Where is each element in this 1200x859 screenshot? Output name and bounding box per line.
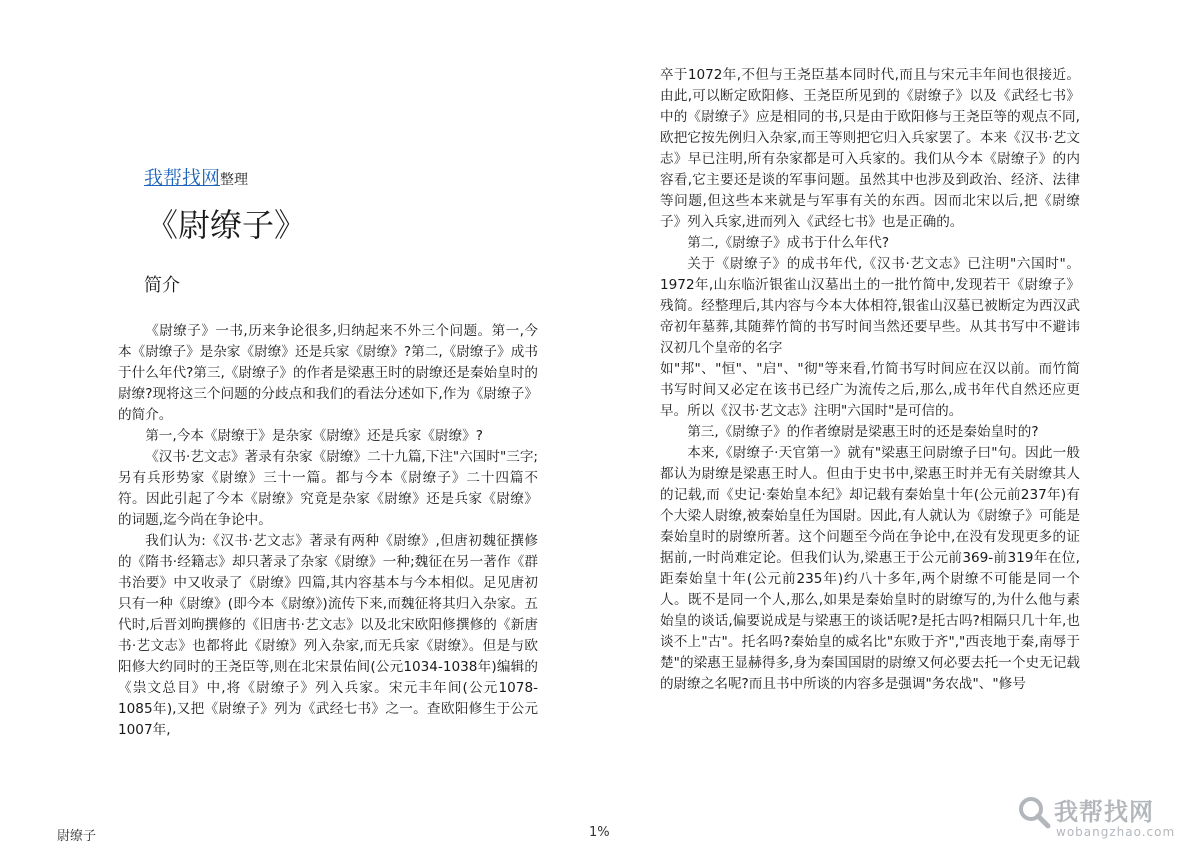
book-title: 《尉缭子》: [146, 206, 307, 244]
section-title: 简介: [144, 275, 180, 296]
magnifier-icon: [1016, 794, 1052, 830]
left-page-body: [118, 321, 538, 741]
paragraph: 《尉缭子》一书,历来争论很多,归纳起来不外三个问题。第一,今本《尉缭子》是杂家《尉缭》还是兵家《尉缭》?第二,《尉缭子》成书于什么年代?第三,《尉缭子》的作者是梁惠王时的尉缭还是秦始皇时的尉缭?现将这三个问题的分歧点和我们的看法分述如下,作为《尉缭子》的简介。: [118, 323, 538, 423]
footer-book-name: 尉缭子: [57, 829, 97, 844]
brand-line: [144, 163, 248, 190]
paragraph: 关于《尉缭子》的成书年代,《汉书·艺文志》已注明"六国时"。1972年,山东临沂银雀山汉墓出土的一批竹简中,发现若干《尉缭子》残简。经整理后,其内容与今本大体相符,银雀山汉墓已被断定为西汉武帝初年墓葬,其随葬竹简的书写时间当然还要早些。从其书写中不避讳汉初几个皇帝的名字: [660, 256, 1080, 356]
paragraph: 卒于1072年,不但与王尧臣基本同时代,而且与宋元丰年间也很接近。由此,可以断定欧阳修、王尧臣所见到的《尉缭子》以及《武经七书》中的《尉缭子》应是相同的书,只是由于欧阳修与王尧臣等的观点不同,欧把它按先例归入杂家,而王等则把它归入兵家罢了。本来《汉书·艺文志》早已注明,所有杂家都是可入兵家的。我们从今本《尉缭子》的内容看,它主要还是谈的军事问题。虽然其中也涉及到政治、经济、法律等问题,但这些本来就是与军事有关的东西。因而北宋以后,把《尉缭子》列入兵家,进而列入《武经七书》也是正确的。: [660, 67, 1080, 230]
paragraph: 第一,今本《尉缭于》是杂家《尉缭》还是兵家《尉缭》?: [145, 428, 483, 444]
right-page-body: [660, 65, 1080, 695]
paragraph: 如"邦"、"恒"、"启"、"彻"等来看,竹简书写时间应在汉以前。而竹简书写时间又必定在该书已经广为流传之后,那么,成书年代自然还应更早。所以《汉书·艺文志》注明"六国时"是可信的。: [660, 361, 1080, 419]
paragraph: 《汉书·艺文志》著录有杂家《尉缭》二十九篇,下注"六国时"三字;另有兵形势家《尉缭》三十一篇。都与今本《尉缭子》二十四篇不符。因此引起了今本《尉缭》究竟是杂家《尉缭》还是兵家《尉缭》的词题,迄今尚在争论中。: [118, 449, 538, 528]
footer-progress: 1%: [589, 825, 610, 840]
paragraph: 我们认为:《汉书·艺文志》著录有两种《尉缭》,但唐初魏征撰修的《隋书·经籍志》却只著录了杂家《尉缭》一种;魏征在另一著作《群书治要》中又收录了《尉缭》四篇,其内容基本与今本相似。足见唐初只有一种《尉缭》(即今本《尉缭》)流传下来,而魏征将其归入杂家。五代时,后晋刘昫撰修的《旧唐书·艺文志》以及北宋欧阳修撰修的《新唐书·艺文志》也都将此《尉缭》列入杂家,而无兵家《尉缭》。但是与欧阳修大约同时的王尧臣等,则在北宋景佑间(公元1034-1038年)编辑的《祟文总目》中,将《尉缭子》列入兵家。宋元丰年间(公元1078-1085年),又把《尉缭子》列为《武经七书》之一。查欧阳修生于公元1007年,: [118, 533, 538, 738]
watermark: [1016, 790, 1186, 850]
watermark-title: 我帮找网: [1054, 798, 1154, 826]
brand-link[interactable]: 我帮找网: [144, 167, 221, 189]
watermark-url: wobangzhao.com: [1056, 825, 1176, 839]
paragraph: 第三,《尉缭子》的作者缭尉是梁惠王时的还是秦始皇时的?: [687, 424, 1039, 440]
paragraph: 第二,《尉缭子》成书于什么年代?: [687, 235, 890, 251]
brand-suffix: 整理: [220, 172, 249, 188]
paragraph: 本来,《尉缭子·天官第一》就有"梁惠王问尉缭子曰"句。因此一般都认为尉缭是梁惠王时人。但由于史书中,梁惠王时并无有关尉缭其人的记载,而《史记·秦始皇本纪》却记载有秦始皇十年(公元前237年)有个大梁人尉缭,被秦始皇任为国尉。因此,有人就认为《尉缭子》可能是秦始皇时的尉缭所著。这个问题至今尚在争论中,在没有发现更多的证据前,一时尚难定论。但我们认为,梁惠王于公元前369-前319年在位,距秦始皇十年(公元前235年)约八十多年,两个尉缭不可能是同一个人。既不是同一个人,那么,如果是秦始皇时的尉缭写的,为什么他与素始皇的谈话,偏要说成是与梁惠王的谈话呢?是托古吗?相隔只几十年,也谈不上"古"。托名吗?秦始皇的威名比"东败于齐","西丧地于秦,南辱于楚"的梁惠王显赫得多,身为秦国国尉的尉缭又何必要去托一个史无记载的尉缭之名呢?而且书中所谈的内容多是强调"务农战"、"修号: [660, 445, 1080, 692]
